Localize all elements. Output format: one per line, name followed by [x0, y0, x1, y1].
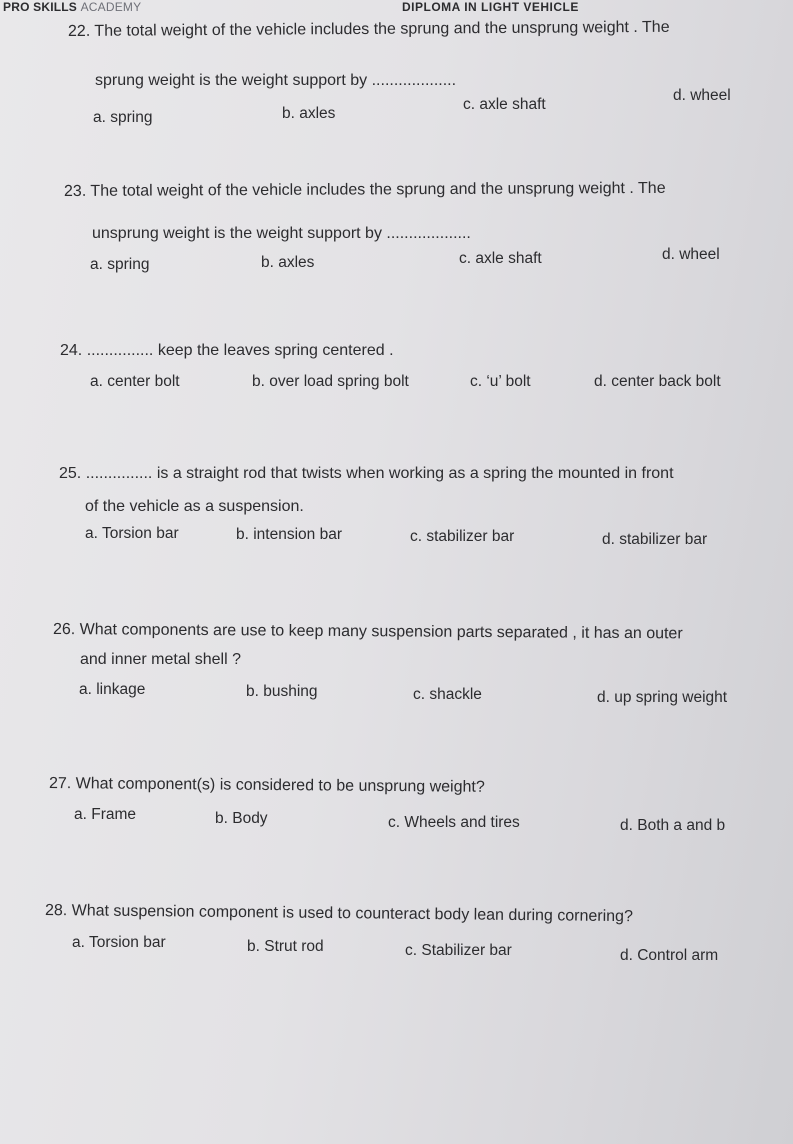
question-text-line: 23. The total weight of the vehicle includes the sprung and the unsprung weight . The	[63, 179, 666, 200]
question-text-line: unsprung weight is the weight support by ...................	[92, 225, 471, 242]
question-text-line: 24. ............... keep the leaves spring centered .	[60, 342, 394, 359]
option-b: b. Body	[215, 810, 268, 827]
option-b: b. intension bar	[236, 526, 342, 543]
question-text-line: sprung weight is the weight support by ...................	[95, 72, 457, 89]
school-name-light: ACADEMY	[80, 0, 142, 14]
option-c: c. axle shaft	[459, 250, 542, 267]
option-c: c. Wheels and tires	[388, 814, 520, 831]
option-d: d. stabilizer bar	[602, 531, 708, 548]
option-d: d. wheel	[673, 87, 731, 104]
option-a: a. Frame	[74, 806, 137, 823]
option-c: c. Stabilizer bar	[405, 942, 512, 959]
option-a: a. spring	[90, 256, 150, 273]
page-header	[0, 0, 793, 16]
option-a: a. linkage	[79, 681, 146, 698]
option-d: d. up spring weight	[597, 689, 728, 706]
option-b: b. Strut rod	[247, 938, 324, 955]
option-b: b. axles	[261, 254, 315, 271]
question-text-line: and inner metal shell ?	[80, 651, 241, 668]
option-d: d. wheel	[662, 246, 720, 263]
option-a: a. spring	[93, 109, 153, 126]
option-a: a. center bolt	[90, 373, 180, 390]
option-d: d. Both a and b	[620, 817, 726, 834]
option-b: b. over load spring bolt	[252, 373, 409, 390]
school-name	[3, 0, 141, 14]
option-d: d. Control arm	[620, 947, 719, 964]
option-c: c. ‘u’ bolt	[470, 373, 531, 390]
question-text-line: 28. What suspension component is used to counteract body lean during cornering?	[44, 902, 633, 926]
option-a: a. Torsion bar	[72, 934, 166, 951]
option-c: c. axle shaft	[463, 96, 546, 113]
question-text-line: of the vehicle as a suspension.	[85, 498, 304, 515]
question-text-line: 22. The total weight of the vehicle includes the sprung and the unsprung weight . The	[67, 18, 670, 40]
question-text-line: 25. ............... is a straight rod that twists when working as a spring the mounted in front	[59, 465, 674, 482]
option-b: b. bushing	[246, 683, 318, 700]
option-b: b. axles	[282, 105, 336, 122]
program-title: DIPLOMA IN LIGHT VEHICLE	[402, 0, 579, 14]
option-a: a. Torsion bar	[85, 525, 179, 542]
question-text-line: 26. What components are use to keep many suspension parts separated , it has an outer	[52, 621, 683, 643]
school-name-bold: PRO SKILLS	[3, 0, 78, 14]
option-d: d. center back bolt	[594, 373, 721, 390]
option-c: c. shackle	[413, 686, 482, 703]
option-c: c. stabilizer bar	[410, 528, 515, 545]
question-text-line: 27. What component(s) is considered to be unsprung weight?	[48, 775, 485, 796]
